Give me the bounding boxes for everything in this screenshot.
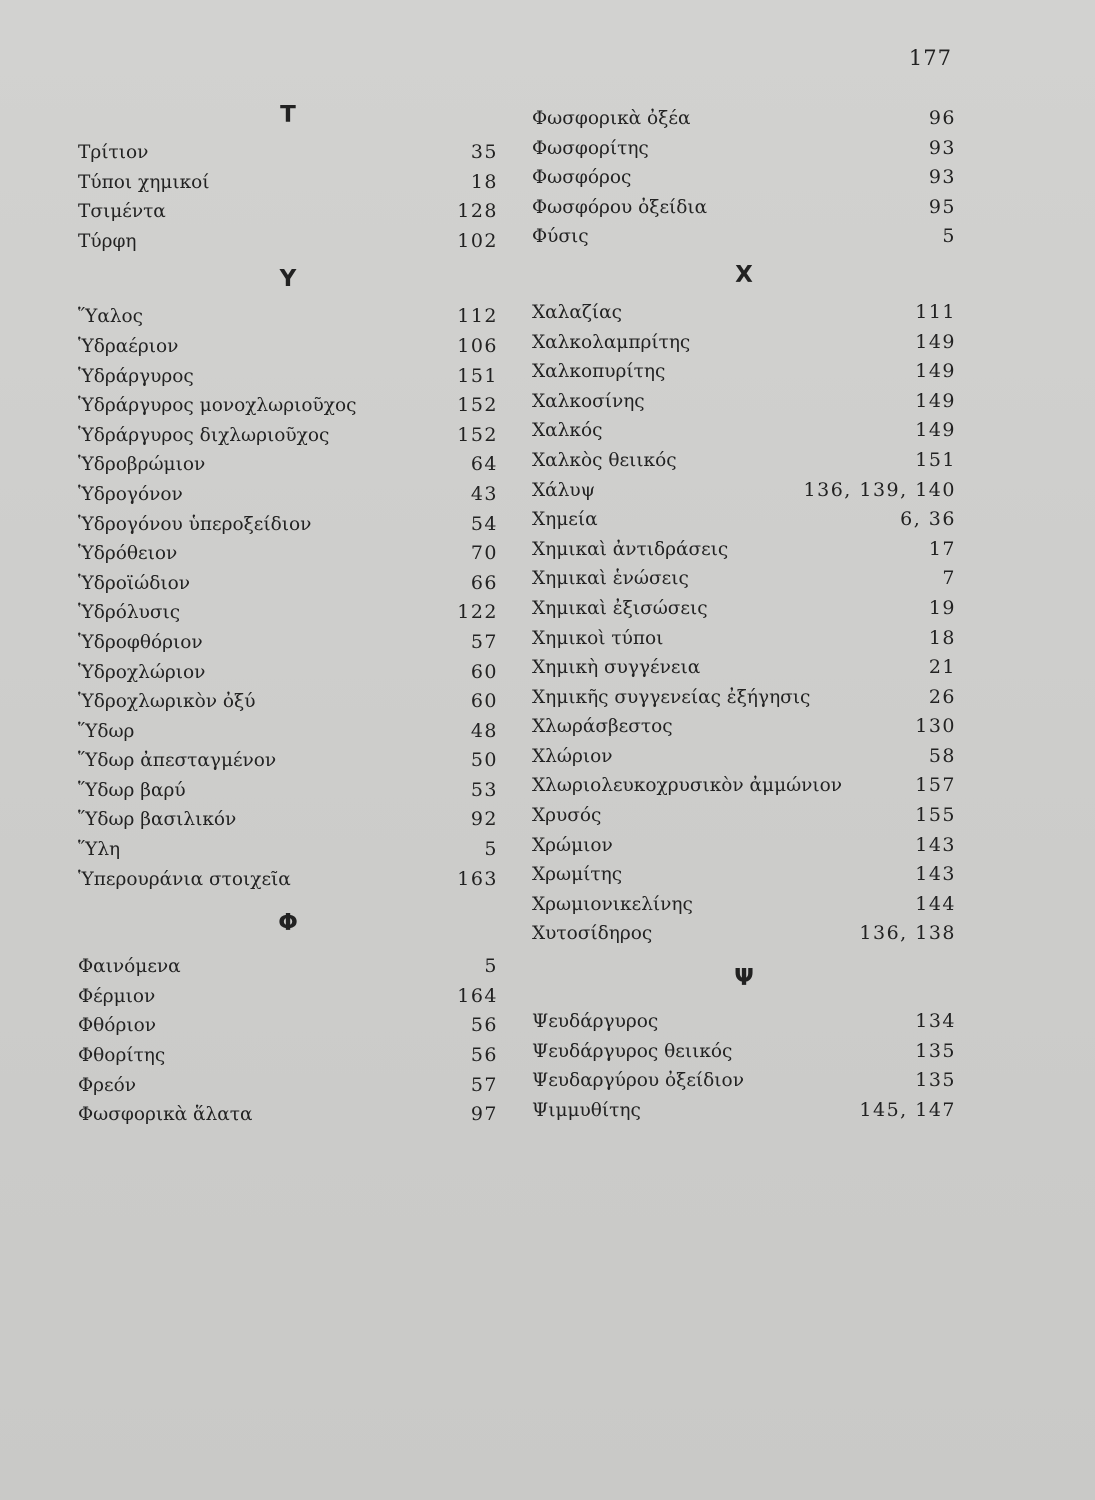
index-entry (78, 332, 498, 362)
index-page-ref: 134 (915, 1010, 956, 1033)
index-entry (78, 539, 498, 569)
index-entry (78, 717, 498, 747)
index-page-ref: 50 (470, 749, 498, 772)
index-entry (532, 653, 956, 683)
index-term: Φωσφορικὰ ἅλατα (78, 1104, 253, 1126)
index-page-ref: 92 (470, 808, 498, 831)
index-entry (532, 222, 956, 252)
index-page-ref: 56 (470, 1014, 498, 1037)
index-entry (532, 298, 956, 328)
index-page-ref: 17 (928, 537, 956, 560)
index-term: Χημικοὶ τύποι (532, 627, 664, 649)
section-heading-tau: Τ (280, 102, 296, 128)
index-entry (78, 776, 498, 806)
index-entry (532, 1096, 956, 1126)
index-page-ref: 70 (470, 542, 498, 565)
index-entry (532, 712, 956, 742)
index-entry (532, 193, 956, 223)
index-page-ref: 135 (915, 1069, 956, 1092)
index-entry (532, 919, 956, 949)
index-list-upsilon (78, 302, 498, 894)
index-entry (532, 535, 956, 565)
index-term: Χρυσός (532, 805, 602, 827)
index-term: Ὕδωρ (78, 720, 135, 742)
index-entry (532, 446, 956, 476)
index-entry (532, 594, 956, 624)
index-term: Τύρφη (78, 230, 137, 252)
index-term: Χαλκός (532, 420, 603, 442)
index-term: Ψευδαργύρου ὀξείδιον (532, 1070, 744, 1092)
index-term: Χαλκὸς θειικός (532, 449, 677, 471)
index-term: Ψευδάργυρος (532, 1011, 659, 1033)
index-page-ref: 60 (470, 660, 498, 683)
index-entry (532, 1007, 956, 1037)
index-page-ref: 5 (942, 225, 956, 248)
index-entry (532, 416, 956, 446)
index-list-phi (78, 952, 498, 1130)
index-entry (78, 168, 498, 198)
index-entry (78, 982, 498, 1012)
index-entry (532, 860, 956, 890)
index-entry (532, 801, 956, 831)
index-term: Ὕλη (78, 839, 121, 861)
index-entry (78, 391, 498, 421)
index-entry (532, 1066, 956, 1096)
index-term: Ὑδροχλωρικὸν ὀξύ (78, 691, 256, 713)
index-entry (532, 505, 956, 535)
index-entry (78, 510, 498, 540)
index-page-ref: 136, 139, 140 (803, 478, 956, 501)
index-term: Ὕδωρ ἀπεσταγμένον (78, 750, 277, 772)
index-entry (78, 628, 498, 658)
index-term: Ὑδροχλώριον (78, 661, 206, 683)
index-page-ref: 136, 138 (859, 922, 956, 945)
index-page-ref: 57 (470, 630, 498, 653)
index-entry (532, 890, 956, 920)
index-page-ref: 43 (470, 482, 498, 505)
index-term: Ὑδροϊώδιον (78, 572, 191, 594)
index-list-phi-continued (532, 104, 956, 252)
index-entry (78, 687, 498, 717)
index-term: Ὑπερουράνια στοιχεῖα (78, 868, 291, 890)
section-heading-psi: Ψ (734, 965, 754, 992)
index-term: Χημικαὶ ἑνώσεις (532, 568, 689, 590)
section-heading-phi: Φ (278, 910, 298, 937)
index-entry (532, 771, 956, 801)
index-page-ref: 155 (915, 804, 956, 827)
index-page-ref: 149 (915, 330, 956, 353)
index-entry (532, 328, 956, 358)
index-entry (78, 480, 498, 510)
index-page-ref: 143 (915, 863, 956, 886)
index-list-chi (532, 298, 956, 949)
index-term: Ὑδρόθειον (78, 543, 178, 565)
index-term: Χρωμίτης (532, 864, 623, 886)
index-page-ref: 60 (470, 690, 498, 713)
index-term: Φαινόμενα (78, 956, 181, 978)
index-entry (532, 357, 956, 387)
index-entry (78, 197, 498, 227)
index-list-psi (532, 1007, 956, 1125)
index-entry (78, 450, 498, 480)
index-entry (78, 1041, 498, 1071)
index-page-ref: 7 (942, 567, 956, 590)
index-page-ref: 48 (470, 719, 498, 742)
index-entry (532, 742, 956, 772)
index-term: Χλωριολευκοχρυσικὸν ἀμμώνιον (532, 775, 843, 797)
index-term: Φθόριον (78, 1015, 156, 1037)
index-page-ref: 18 (470, 170, 498, 193)
index-entry (532, 564, 956, 594)
index-term: Χάλυψ (532, 479, 596, 501)
index-page-ref: 6, 36 (900, 508, 956, 531)
index-page-ref: 66 (470, 571, 498, 594)
index-page-ref: 18 (928, 626, 956, 649)
index-term: Χλωράσβεστος (532, 716, 673, 738)
index-entry (78, 362, 498, 392)
index-term: Φθορίτης (78, 1045, 166, 1067)
index-page-ref: 5 (484, 955, 498, 978)
index-page-ref: 151 (457, 364, 498, 387)
index-page-ref: 106 (457, 334, 498, 357)
index-entry (532, 476, 956, 506)
index-entry (532, 387, 956, 417)
index-page-ref: 21 (928, 656, 956, 679)
index-page-ref: 149 (915, 419, 956, 442)
section-heading-upsilon: Υ (279, 266, 297, 293)
index-page-ref: 58 (928, 744, 956, 767)
index-term: Χημικαὶ ἀντιδράσεις (532, 538, 729, 560)
index-term: Χρώμιον (532, 834, 613, 856)
index-page-ref: 130 (915, 715, 956, 738)
index-term: Ὕδωρ βαρύ (78, 779, 186, 801)
index-entry (532, 104, 956, 134)
index-term: Χαλκολαμπρίτης (532, 331, 691, 353)
index-page-ref: 145, 147 (859, 1098, 956, 1121)
index-term: Χυτοσίδηρος (532, 923, 653, 945)
index-term: Ὑδράργυρος διχλωριοῦχος (78, 424, 330, 446)
index-page-ref: 149 (915, 360, 956, 383)
index-term: Φωσφορικὰ ὀξέα (532, 108, 691, 129)
index-entry (78, 952, 498, 982)
index-page-ref: 54 (470, 512, 498, 535)
index-term: Ὑδροβρώμιον (78, 454, 206, 476)
index-term: Ὑδράργυρος μονοχλωριοῦχος (78, 395, 357, 417)
index-page-ref: 163 (457, 867, 498, 890)
index-page-ref: 53 (470, 778, 498, 801)
index-page-ref: 95 (928, 195, 956, 218)
index-entry (78, 302, 498, 332)
index-page-ref: 5 (484, 838, 498, 861)
index-entry (532, 163, 956, 193)
index-entry (78, 227, 498, 257)
section-heading-chi: Χ (735, 261, 753, 288)
index-term: Φωσφόρου ὀξείδια (532, 196, 708, 218)
index-column-left (78, 100, 498, 1130)
index-term: Ὑδρογόνου ὑπεροξείδιον (78, 513, 312, 535)
index-entry (78, 421, 498, 451)
index-entry (78, 865, 498, 895)
index-list-tau (78, 138, 498, 256)
index-page-ref: 112 (457, 305, 498, 328)
index-entry (532, 1037, 956, 1067)
index-page-ref: 111 (915, 300, 956, 323)
index-entry (532, 831, 956, 861)
index-term: Φωσφορίτης (532, 137, 649, 159)
index-term: Χημικαὶ ἐξισώσεις (532, 597, 708, 619)
index-page-ref: 144 (915, 892, 956, 915)
index-page-ref: 152 (457, 423, 498, 446)
index-entry (78, 658, 498, 688)
index-page-ref: 96 (928, 107, 956, 129)
index-term: Χλώριον (532, 745, 613, 767)
index-term: Ὕαλος (78, 306, 144, 328)
index-term: Ὑδρογόνον (78, 483, 183, 505)
index-term: Φέρμιον (78, 985, 156, 1007)
index-page-ref: 19 (928, 596, 956, 619)
index-page-ref: 151 (915, 448, 956, 471)
index-term: Χαλκοσίνης (532, 390, 645, 412)
index-term: Ψιμμυθίτης (532, 1099, 641, 1121)
index-term: Φύσις (532, 226, 589, 248)
index-term: Χημεία (532, 509, 598, 531)
index-term: Ὑδράργυρος (78, 365, 194, 387)
index-term: Ὑδρόλυσις (78, 602, 181, 624)
index-term: Ψευδάργυρος θειικός (532, 1040, 733, 1062)
index-page-ref: 35 (470, 141, 498, 163)
index-entry (78, 598, 498, 628)
index-page-ref: 149 (915, 389, 956, 412)
index-entry (78, 746, 498, 776)
index-page-ref: 93 (928, 166, 956, 189)
index-page-ref: 164 (457, 984, 498, 1007)
index-column-right (532, 104, 956, 1125)
index-entry (532, 134, 956, 164)
index-entry (78, 1071, 498, 1101)
index-term: Τύποι χημικοί (78, 171, 210, 193)
index-page-ref: 93 (928, 136, 956, 159)
index-entry (78, 569, 498, 599)
index-term: Χαλκοπυρίτης (532, 361, 666, 383)
index-page-ref: 152 (457, 394, 498, 417)
index-entry (78, 835, 498, 865)
index-page-ref: 64 (470, 453, 498, 476)
index-page-ref: 97 (470, 1103, 498, 1126)
index-term: Τρίτιον (78, 142, 149, 163)
index-term: Ὕδωρ βασιλικόν (78, 809, 237, 831)
index-term: Χημικῆς συγγενείας ἐξήγησις (532, 686, 811, 708)
index-page-ref: 143 (915, 833, 956, 856)
page-number: 177 (908, 46, 952, 70)
index-term: Φωσφόρος (532, 167, 632, 189)
index-term: Χρωμιονικελίνης (532, 893, 693, 915)
index-entry (78, 1011, 498, 1041)
index-page-ref: 122 (457, 601, 498, 624)
index-page-ref: 135 (915, 1039, 956, 1062)
index-page-ref: 157 (915, 774, 956, 797)
index-entry (78, 805, 498, 835)
index-page-ref: 128 (457, 200, 498, 223)
index-entry (532, 683, 956, 713)
index-term: Ὑδροφθόριον (78, 631, 203, 653)
index-term: Φρεόν (78, 1074, 137, 1096)
index-term: Χημικὴ συγγένεια (532, 657, 701, 679)
index-term: Τσιμέντα (78, 201, 166, 223)
index-page-ref: 102 (457, 229, 498, 252)
index-page-ref: 56 (470, 1044, 498, 1067)
index-term: Χαλαζίας (532, 301, 623, 323)
index-page-ref: 57 (470, 1073, 498, 1096)
index-page-ref: 26 (928, 685, 956, 708)
index-entry (78, 1100, 498, 1130)
index-entry (78, 138, 498, 168)
index-term: Ὑδραέριον (78, 335, 179, 357)
index-entry (532, 624, 956, 654)
